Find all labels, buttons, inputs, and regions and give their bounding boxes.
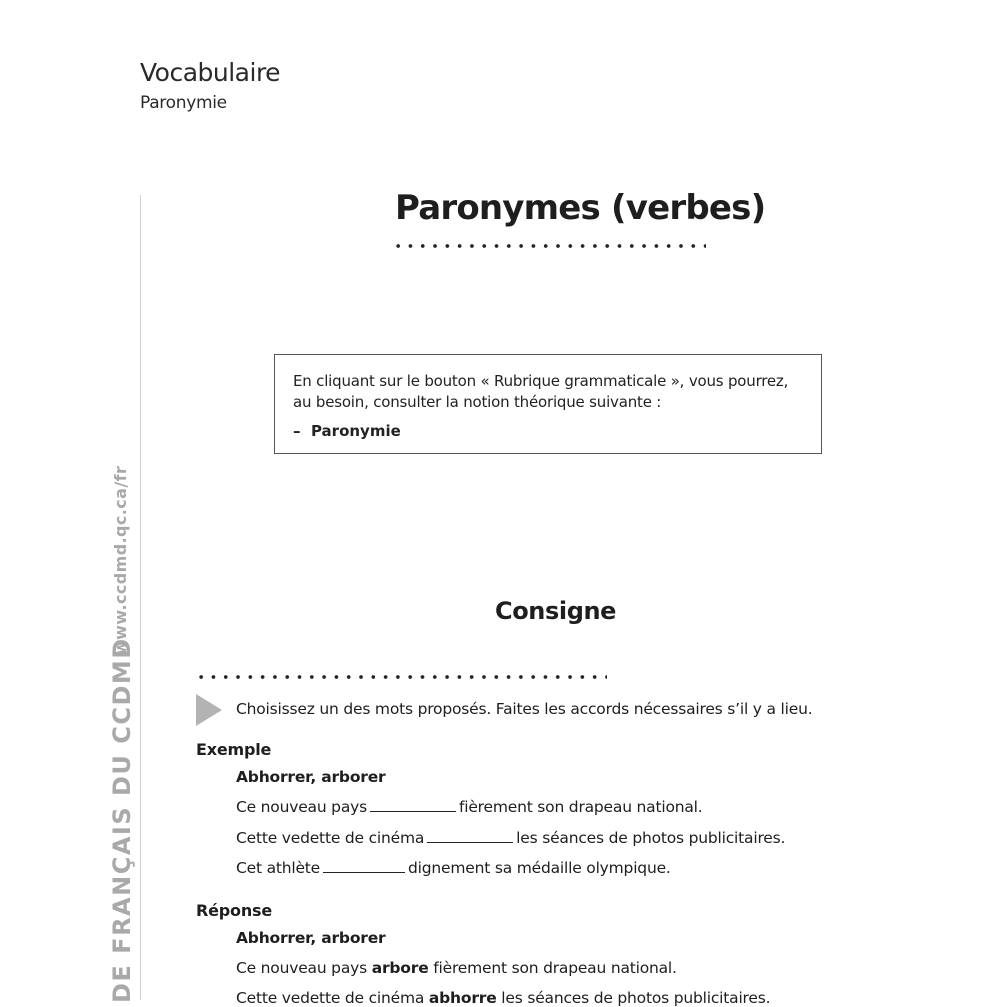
title-dotted-underline [392, 243, 706, 249]
sentence-end: les séances de photos publicitaires. [501, 989, 771, 1007]
sentence-end: dignement sa médaille olympique. [408, 859, 671, 877]
info-item-dash: – [293, 422, 301, 440]
sentence-start: Ce nouveau pays [236, 798, 367, 816]
sentence-start: Ce nouveau pays [236, 959, 367, 977]
answer-blank [370, 810, 456, 812]
consigne-heading: Consigne [495, 597, 617, 625]
exemple-sentence [236, 859, 671, 877]
info-line-2: au besoin, consulter la notion théorique suivante : [293, 393, 662, 411]
info-line-1: En cliquant sur le bouton « Rubrique grammaticale », vous pourrez, [293, 372, 789, 390]
instruction-text: Choisissez un des mots proposés. Faites les accords nécessaires s’il y a lieu. [236, 700, 813, 718]
reponse-sentence [236, 989, 770, 1007]
side-url: www.ccdmd.qc.ca/fr [111, 465, 130, 655]
exemple-sentence [236, 829, 785, 847]
sentence-start: Cette vedette de cinéma [236, 989, 425, 1007]
play-arrow-icon [196, 694, 222, 726]
info-box [274, 354, 822, 454]
sentence-end: les séances de photos publicitaires. [516, 829, 786, 847]
page-title: Paronymes (verbes) [395, 188, 766, 228]
reponse-sentence [236, 959, 677, 977]
consigne-dotted-line [195, 674, 607, 680]
section-subtitle: Paronymie [140, 93, 227, 113]
exemple-label: Exemple [196, 740, 272, 759]
margin-rule [140, 195, 141, 1000]
info-item-label: Paronymie [310, 422, 401, 440]
exemple-sentence [236, 798, 703, 816]
sentence-start: Cette vedette de cinéma [236, 829, 425, 847]
answer-word: arbore [371, 959, 429, 977]
info-item [293, 421, 803, 442]
answer-blank [427, 841, 513, 843]
sentence-end: fièrement son drapeau national. [458, 798, 703, 816]
section-title: Vocabulaire [140, 58, 281, 87]
answer-blank [323, 871, 405, 873]
sentence-end: fièrement son drapeau national. [433, 959, 677, 977]
exemple-words: Abhorrer, arborer [236, 768, 386, 786]
reponse-label: Réponse [196, 901, 272, 920]
side-brand: DE FRANÇAIS DU CCDMD [108, 637, 136, 1003]
sentence-start: Cet athlète [236, 859, 321, 877]
answer-word: abhorre [428, 989, 497, 1007]
reponse-words: Abhorrer, arborer [236, 929, 386, 947]
